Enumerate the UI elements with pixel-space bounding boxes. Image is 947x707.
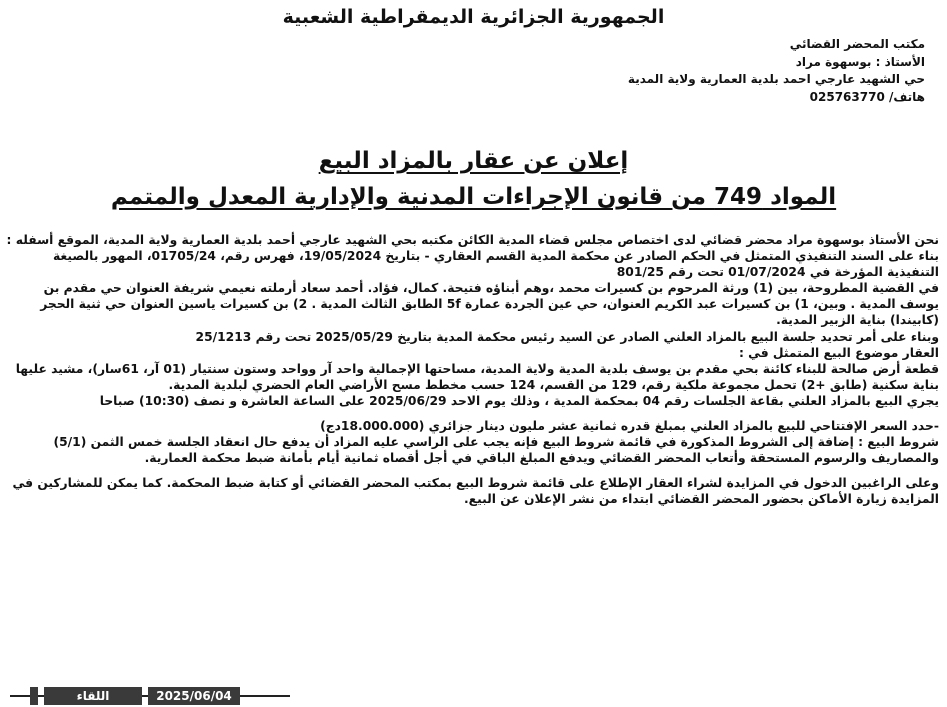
bidders-info-paragraph: وعلى الراغبين الدخول في المزايدة لشراء العقار الإطلاع على قائمة شروط البيع بمكتب المحضر القضائي أو كتابة ضبط المحكمة. كما يمكن للمشاركين في المزايدة زيارة الأماكن بحضور المحضر القضائي ابتداء من نشر الإعلان عن البيع. [12,476,939,507]
newspaper-footer [0,685,947,707]
property-heading: العقار موضوع البيع المتمثل في : [738,345,939,360]
opening-price-paragraph: -حدد السعر الإفتتاحي للبيع بالمزاد العلني بمبلغ قدره ثمانية عشر مليون دينار جزائري (18.000.000دج) [320,419,939,434]
court-order-paragraph: وبناء على أمر تحديد جلسة البيع بالمزاد العلني الصادر عن السيد رئيس محكمة المدية بتاريخ 2025/05/29 تحت رقم 25/1213 [195,329,939,344]
publication-date: 2025/06/04 [148,687,240,705]
sale-conditions-paragraph: شروط البيع : إضافة إلى الشروط المذكورة في قائمة شروط البيع فإنه يجب على الراسي عليه المزاد أن يدفع حال انعقاد الجلسة خمس الثمن (5/1) والمصاريف والرسوم المستحقة وأتعاب المحضر القضائي ويدفع المبلغ الباقي في أجل أقصاه ثمانية أيام بأمانة ضبط محكمة العمارية. [53,435,939,466]
office-name: مكتب المحضر القضائي [789,37,925,51]
notice-title-line1: إعلان عن عقار بالمزاد البيع [318,148,629,174]
notice-body [5,232,939,508]
office-address: حي الشهيد عارجي احمد بلدية العمارية ولاية المدية [627,72,925,86]
footer-edge-mark [30,687,38,705]
notice-title-line2: المواد 749 من قانون الإجراءات المدنية والإدارية المعدل والمتمم [110,184,837,210]
newspaper-name: اللقاء [44,687,142,705]
auction-session-paragraph: يجري البيع بالمزاد العلني بقاعة الجلسات رقم 04 بمحكمة المدية ، وذلك يوم الاحد 2025/06/29 على الساعة العاشرة و نصف (10:30) صباحا [99,393,939,408]
notice-title [0,143,947,215]
bailiff-name: الأستاذ : بوسهوة مراد [795,54,925,69]
intro-paragraph: نحن الأستاذ بوسهوة مراد محضر قضائي لدى اختصاص مجلس قضاء المدية الكائن مكتبه بحي الشهيد عارجي أحمد بلدية العمارية ولاية المدية، الموقع أسفله : [6,233,939,247]
parties-paragraph: في القضية المطروحة، بين (1) ورثة المرحوم بن كسيرات محمد ،وهم أبناؤه فتيحة. كمال، فؤاد. أحمد سعاد أرملته نعيمي شريفة العنوان حي مقدم بن يوسف المدية . وبين، 1) بن كسيرات عبد الكريم العنوان، حي عين الجردة عمارة 5f الطابق الثالث المدية . 2) بن كسيرات ياسين العنوان حي ثنية الحجر (كابيندا) بناية الزبير المدية. [40,281,939,328]
executive-title-paragraph: بناء على السند التنفيذي المتمثل في الحكم الصادر عن محكمة المدية القسم العقاري - بتاريخ 19/05/2024، فهرس رقم، 01705/24، المهور بالصيغة التنفيذية المؤرخة في 01/07/2024 تحت رقم 801/25 [52,249,939,280]
bailiff-office-block [628,36,925,106]
republic-header: الجمهورية الجزائرية الديمقراطية الشعبية [282,6,665,28]
office-phone: هاتف/ 025763770 [809,89,925,104]
property-description: قطعة أرض صالحة للبناء كائنة بحي مقدم بن يوسف بلدية المدية ولاية المدية، مساحتها الإجمالية واحد آر وواحد وستون سنتيار (01 آر، 61سار)، مشيد عليها بناية سكنية (طابق +2) تحمل مجموعة ملكية رقم، 129 من القسم، 124 حسب مخطط مسح الأراضي العام الحضري لبلدية المدية. [15,361,939,392]
